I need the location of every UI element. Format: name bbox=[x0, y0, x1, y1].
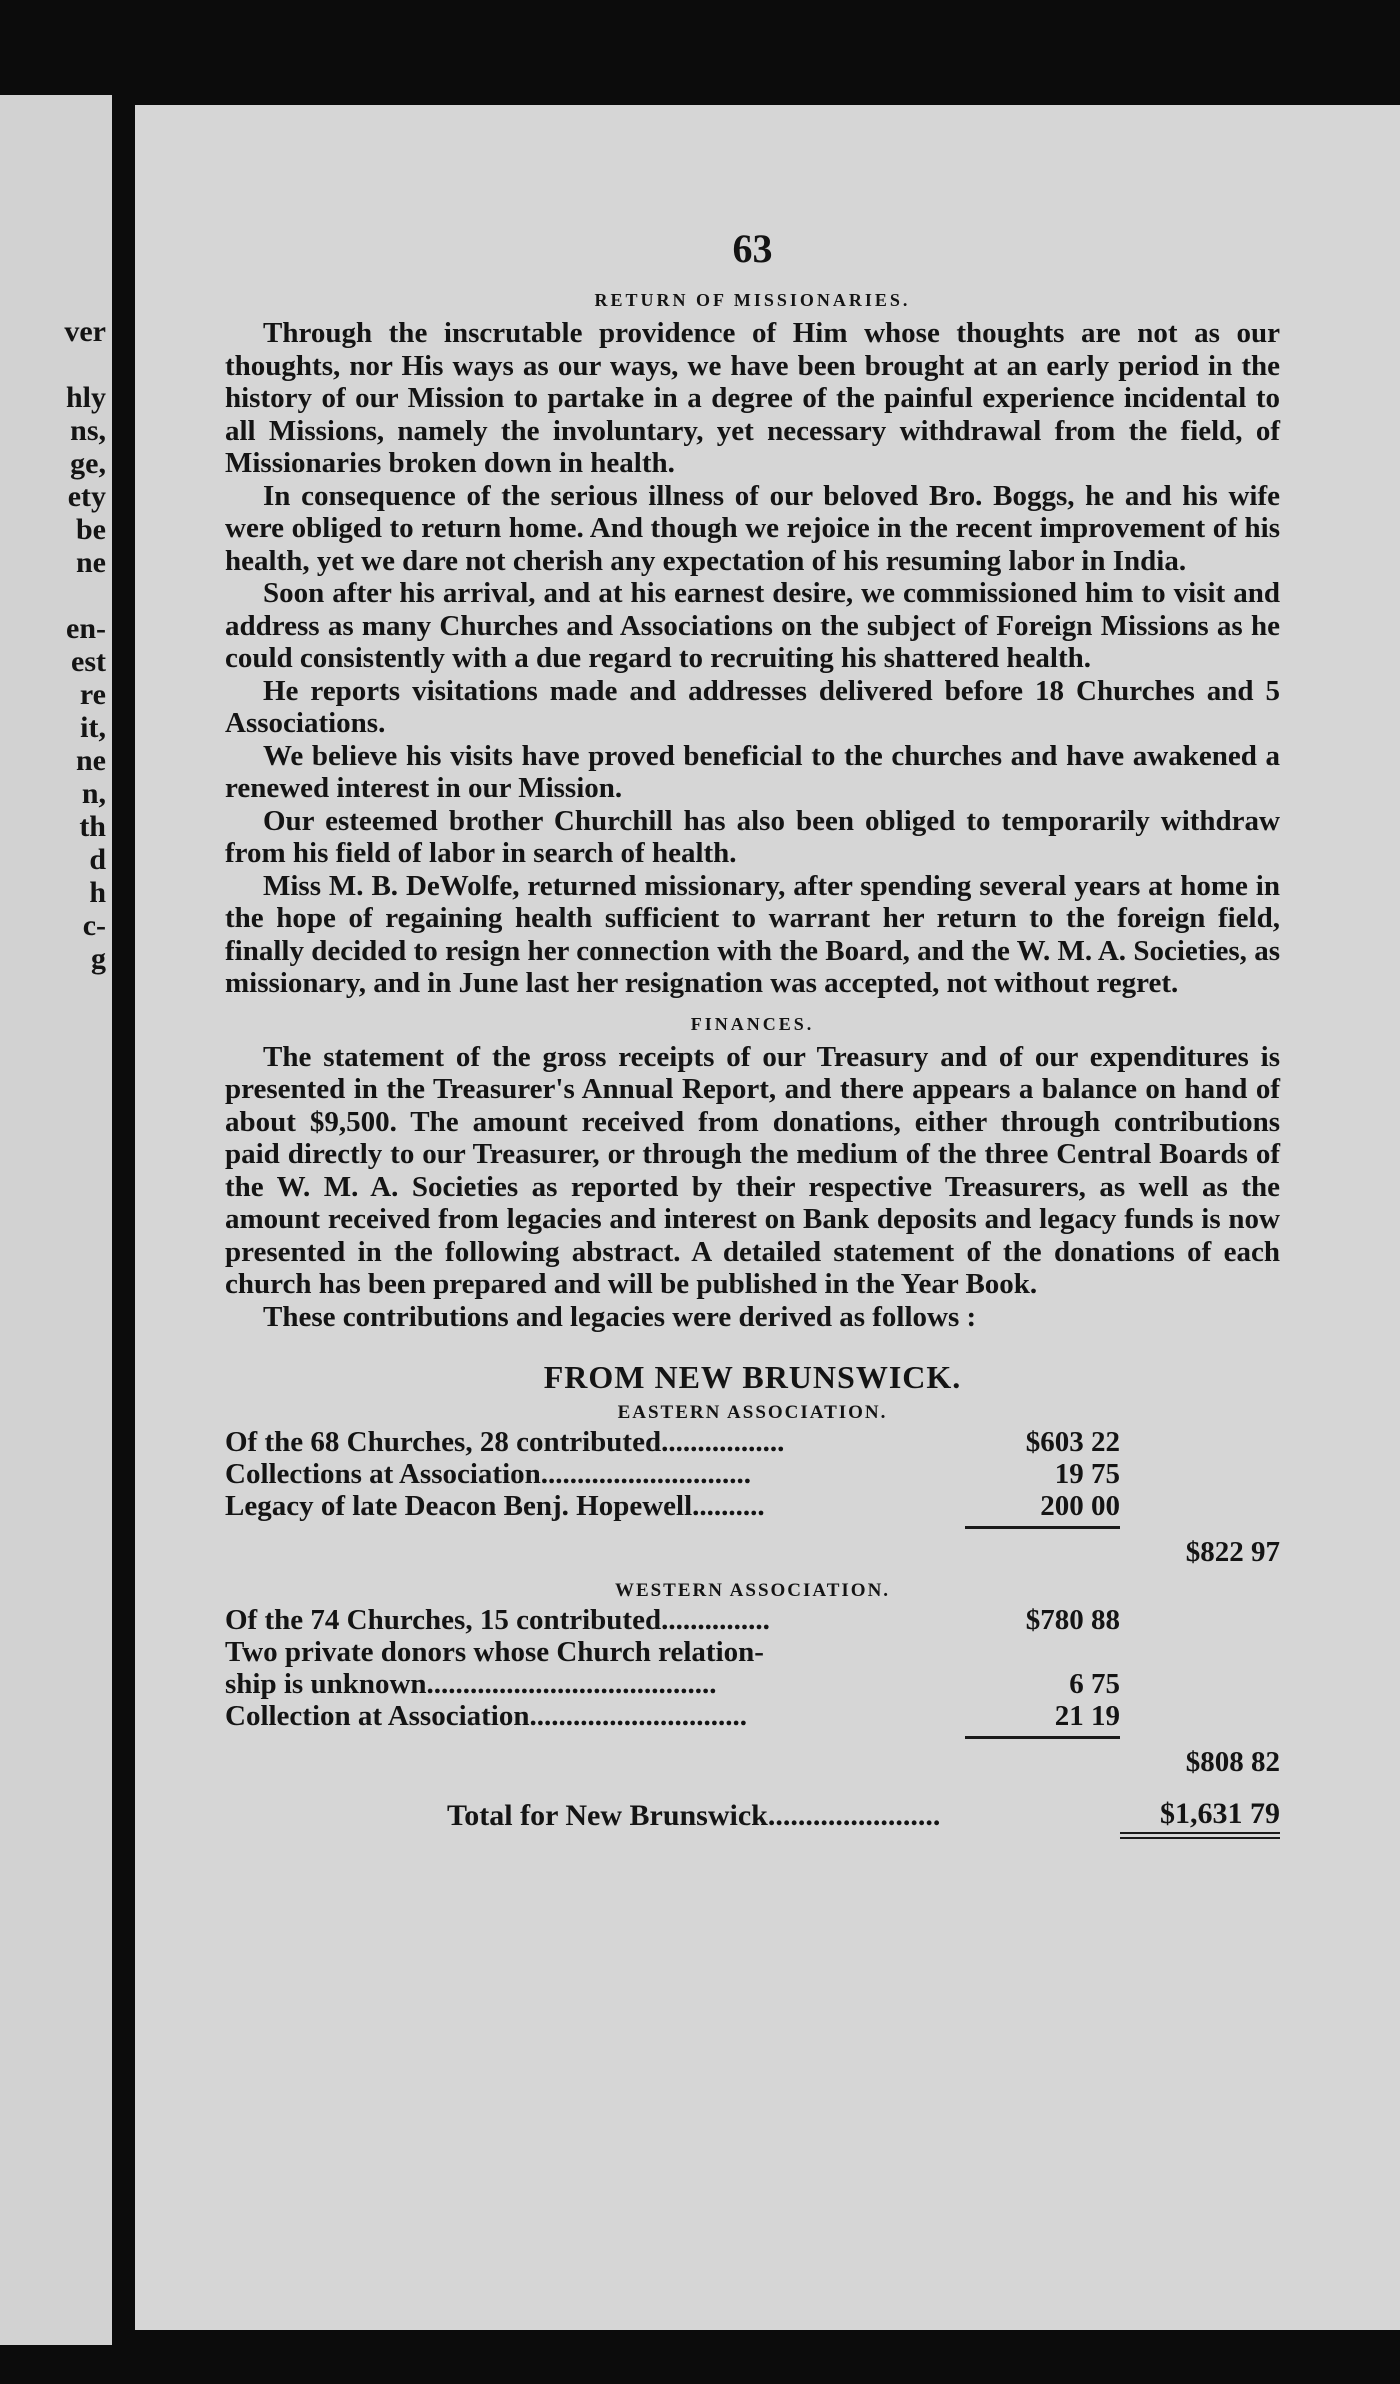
left-fragment: th bbox=[79, 810, 106, 843]
western-subtotal: $808 82 bbox=[1185, 1746, 1280, 1778]
eastern-association-table bbox=[225, 1426, 1280, 1522]
eastern-subtotal: $822 97 bbox=[1185, 1536, 1280, 1568]
table-row bbox=[225, 1636, 1280, 1668]
section-heading-finances: FINANCES. bbox=[690, 1013, 815, 1034]
left-page-text-fragments bbox=[0, 315, 112, 975]
paragraph: The statement of the gross receipts of our Treasury and of our expenditures is presented in the Treasurer's Annual Report, and there appears a balance on hand of about $9,500. The amount received from donations, either through contributions paid directly to our Treasurer, or through the medium of the three Central Boards of the W. M. A. Societies as reported by their respective Treasurers, as well as the amount received from legacies and interest on Bank deposits and legacy funds is now presented in the following abstract. A detailed statement of the donations of each church has been prepared and will be published in the Year Book. bbox=[225, 1040, 1280, 1300]
paragraph: He reports visitations made and addresses delivered before 18 Churches and 5 Associations. bbox=[225, 674, 1280, 739]
row-label: Of the 74 Churches, 15 contributed............... bbox=[225, 1604, 770, 1636]
row-amount: $603 22 bbox=[1025, 1426, 1120, 1458]
paragraph: We believe his visits have proved beneficial to the churches and have awakened a renewed interest in our Mission. bbox=[225, 739, 1280, 804]
new-brunswick-heading: FROM NEW BRUNSWICK. bbox=[543, 1359, 962, 1395]
eastern-subtotal-row bbox=[225, 1536, 1280, 1568]
left-fragment bbox=[0, 579, 112, 612]
row-label: Two private donors whose Church relation- bbox=[225, 1636, 764, 1668]
table-row bbox=[225, 1668, 1280, 1700]
left-fragment: ns, bbox=[70, 414, 106, 447]
total-label: Total for New Brunswick....................... bbox=[447, 1799, 941, 1832]
left-fragment: est bbox=[71, 645, 106, 678]
western-association-table bbox=[225, 1604, 1280, 1732]
table-row bbox=[225, 1604, 1280, 1636]
page-number: 63 bbox=[732, 226, 773, 271]
left-fragment: d bbox=[89, 843, 106, 876]
table-row bbox=[225, 1426, 1280, 1458]
western-subtotal-row bbox=[225, 1746, 1280, 1778]
row-amount: $780 88 bbox=[1025, 1604, 1120, 1636]
row-label: Collection at Association.............................. bbox=[225, 1700, 747, 1732]
paragraph: These contributions and legacies were derived as follows : bbox=[263, 1300, 977, 1333]
return-paragraphs bbox=[225, 317, 1280, 1000]
paragraph: Our esteemed brother Churchill has also been obliged to temporarily withdraw from his field of labor in search of health. bbox=[225, 804, 1280, 869]
paragraph: Soon after his arrival, and at his earnest desire, we commissioned him to visit and address as many Churches and Associations on the subject of Foreign Missions as he could consistently with a due regard to recruiting his shattered health. bbox=[225, 577, 1280, 674]
row-label: ship is unknown........................................ bbox=[225, 1668, 717, 1700]
finance-paragraphs bbox=[225, 1041, 1280, 1334]
total-row bbox=[225, 1796, 1280, 1836]
left-fragment: n, bbox=[81, 777, 106, 810]
table-row bbox=[225, 1700, 1280, 1732]
eastern-association-heading: EASTERN ASSOCIATION. bbox=[617, 1402, 888, 1423]
page-content bbox=[225, 225, 1280, 1836]
western-association-heading: WESTERN ASSOCIATION. bbox=[614, 1580, 891, 1601]
left-fragment: ne bbox=[76, 546, 106, 579]
left-fragment: g bbox=[91, 942, 106, 975]
left-fragment: c- bbox=[82, 909, 106, 942]
left-fragment: be bbox=[76, 513, 106, 546]
row-label: Legacy of late Deacon Benj. Hopewell.......... bbox=[225, 1490, 765, 1522]
left-fragment: hly bbox=[65, 381, 106, 414]
left-fragment bbox=[0, 348, 112, 381]
paragraph: Through the inscrutable providence of Him whose thoughts are not as our thoughts, nor His ways as our ways, we have been brought at an early period in the history of our Mission to partake in a degree of the painful experience incidental to all Missions, namely the involuntary, yet necessary withdrawal from the field, of Missionaries broken down in health. bbox=[225, 317, 1280, 479]
row-amount: 21 19 bbox=[1054, 1700, 1120, 1732]
row-amount: 6 75 bbox=[1069, 1668, 1120, 1700]
eastern-sum-rule bbox=[225, 1522, 1280, 1536]
total-value: $1,631 79 bbox=[1120, 1796, 1280, 1839]
left-fragment: ne bbox=[76, 744, 106, 777]
left-page-edge bbox=[0, 95, 112, 2345]
row-amount: 200 00 bbox=[1040, 1490, 1120, 1522]
paragraph: In consequence of the serious illness of our beloved Bro. Boggs, he and his wife were obliged to return home. And though we rejoice in the recent improvement of his health, yet we dare not cherish any expectation of his resuming labor in India. bbox=[225, 479, 1280, 577]
left-fragment: ge, bbox=[70, 447, 106, 480]
page bbox=[135, 105, 1400, 2330]
row-label: Of the 68 Churches, 28 contributed................. bbox=[225, 1426, 785, 1458]
section-heading-return: RETURN OF MISSIONARIES. bbox=[594, 290, 911, 310]
paragraph: Miss M. B. DeWolfe, returned missionary, after spending several years at home in the hope of regaining health sufficient to warrant her return to the foreign field, finally decided to resign her connection with the Board, and the W. M. A. Societies, as missionary, and in June last her resignation was accepted, not without regret. bbox=[225, 869, 1280, 999]
table-row bbox=[225, 1458, 1280, 1490]
left-fragment: h bbox=[89, 876, 106, 909]
left-fragment: it, bbox=[80, 711, 106, 744]
left-fragment: en- bbox=[66, 612, 106, 645]
left-fragment: ety bbox=[67, 480, 106, 513]
left-fragment: ver bbox=[64, 315, 106, 348]
western-sum-rule bbox=[225, 1732, 1280, 1746]
left-fragment: re bbox=[79, 678, 106, 711]
table-row bbox=[225, 1490, 1280, 1522]
row-label: Collections at Association............................. bbox=[225, 1458, 752, 1490]
row-amount: 19 75 bbox=[1054, 1458, 1120, 1490]
